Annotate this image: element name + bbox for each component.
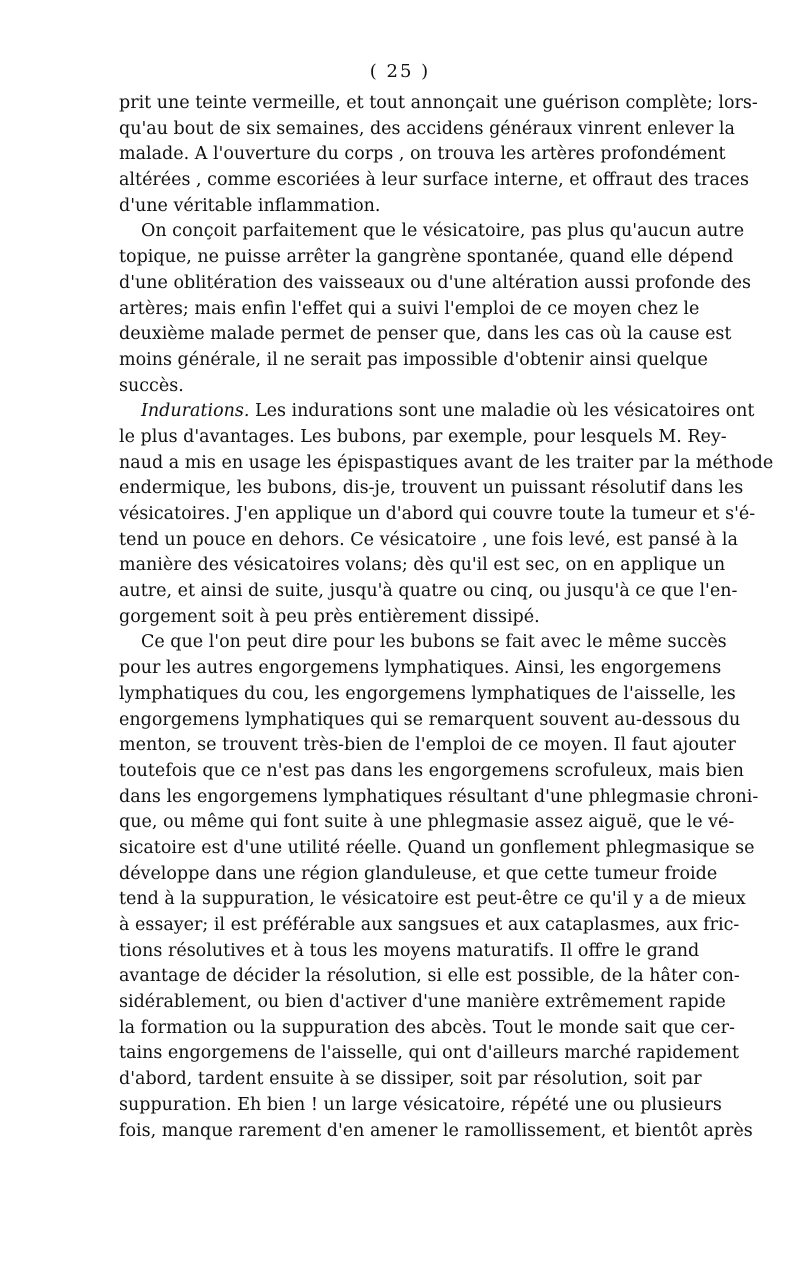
text-line: tions résolutives et à tous les moyens maturatifs. Il offre le grand xyxy=(119,940,700,961)
paragraph xyxy=(119,91,758,219)
text-line: gorgement soit à peu près entièrement dissipé. xyxy=(119,606,540,627)
text-line: suppuration. Eh bien ! un large vésicatoire, répété une ou plusieurs xyxy=(119,1094,722,1115)
text-line: On conçoit parfaitement que le vésicatoire, pas plus qu'aucun autre xyxy=(141,221,745,242)
text-line: d'une véritable inflammation. xyxy=(119,195,381,216)
text-line: succès. xyxy=(119,375,184,396)
text-line: autre, et ainsi de suite, jusqu'à quatre ou cinq, ou jusqu'à ce que l'en- xyxy=(119,581,738,602)
text-line: deuxième malade permet de penser que, dans les cas où la cause est xyxy=(119,324,732,345)
text-line xyxy=(119,399,755,425)
text-line: menton, se trouvent très-bien de l'emploi de ce moyen. Il faut ajouter xyxy=(119,735,736,756)
text-line: engorgemens lymphatiques qui se remarquent souvent au-dessous du xyxy=(119,709,741,730)
text-line: malade. A l'ouverture du corps , on trouva les artères profondément xyxy=(119,144,726,165)
text-line: développe dans une région glanduleuse, et que cette tumeur froide xyxy=(119,863,718,884)
text-line: sidérablement, ou bien d'activer d'une manière extrêmement rapide xyxy=(119,992,726,1013)
text-line: le plus d'avantages. Les bubons, par exemple, pour lesquels M. Rey- xyxy=(119,426,727,447)
book-page xyxy=(119,0,774,1262)
text-line: d'abord, tardent ensuite à se dissiper, soit par résolution, soit par xyxy=(119,1069,702,1090)
paragraph xyxy=(119,219,751,399)
section-lead: Indurations. xyxy=(141,401,250,422)
text-line: la formation ou la suppuration des abcès. Tout le monde sait que cer- xyxy=(119,1017,735,1038)
text-line: topique, ne puisse arrêter la gangrène spontanée, quand elle dépend xyxy=(119,247,734,268)
text-line: d'une oblitération des vaisseaux ou d'une altération aussi profonde des xyxy=(119,272,751,293)
page-number: ( 25 ) xyxy=(369,61,431,82)
text-line: dans les engorgemens lymphatiques résultant d'une phlegmasie chroni- xyxy=(119,786,759,807)
paragraph xyxy=(119,630,759,1144)
text-line: pour les autres engorgemens lymphatiques. Ainsi, les engorgemens xyxy=(119,658,722,679)
text-line: sicatoire est d'une utilité réelle. Quand un gonflement phlegmasique se xyxy=(119,837,755,858)
text-line: fois, manque rarement d'en amener le ramollissement, et bientôt après xyxy=(119,1120,753,1141)
text-line: tend un pouce en dehors. Ce vésicatoire , une fois levé, est pansé à la xyxy=(119,529,738,550)
text-line: qu'au bout de six semaines, des accidens généraux vinrent enlever la xyxy=(119,118,735,139)
text-line: avantage de décider la résolution, si elle est possible, de la hâter con- xyxy=(119,966,740,987)
text-line: que, ou même qui font suite à une phlegmasie assez aiguë, que le vé- xyxy=(119,812,735,833)
text-line: endermique, les bubons, dis-je, trouvent un puissant résolutif dans les xyxy=(119,478,744,499)
text-line: altérées , comme escoriées à leur surface interne, et offraut des traces xyxy=(119,170,749,191)
text-line: Ce que l'on peut dire pour les bubons se fait avec le même succès xyxy=(141,632,727,653)
text-line: artères; mais enfin l'effet qui a suivi l'emploi de ce moyen chez le xyxy=(119,298,700,319)
text-line: naud a mis en usage les épispastiques avant de les traiter par la méthode xyxy=(119,452,774,473)
text-line: moins générale, il ne serait pas impossible d'obtenir ainsi quelque xyxy=(119,349,708,370)
body-text xyxy=(119,91,774,1144)
text-line: vésicatoires. J'en applique un d'abord qui couvre toute la tumeur et s'é- xyxy=(119,504,756,524)
text-line: à essayer; il est préférable aux sangsues et aux cataplasmes, aux fric- xyxy=(119,915,740,935)
text-line: lymphatiques du cou, les engorgemens lymphatiques de l'aisselle, les xyxy=(119,683,736,704)
text-line: manière des vésicatoires volans; dès qu'il est sec, on en applique un xyxy=(119,555,726,576)
paragraph xyxy=(119,399,774,630)
text-line: toutefois que ce n'est pas dans les engorgemens scrofuleux, mais bien xyxy=(119,760,744,781)
text-line: tains engorgemens de l'aisselle, qui ont d'ailleurs marché rapidement xyxy=(119,1043,740,1064)
text-line: prit une teinte vermeille, et tout annonçait une guérison complète; lors- xyxy=(119,93,758,113)
section-lead-rest: Les indurations sont une maladie où les vésicatoires ont xyxy=(249,401,755,422)
text-line: tend à la suppuration, le vésicatoire est peut-être ce qu'il y a de mieux xyxy=(119,889,746,910)
